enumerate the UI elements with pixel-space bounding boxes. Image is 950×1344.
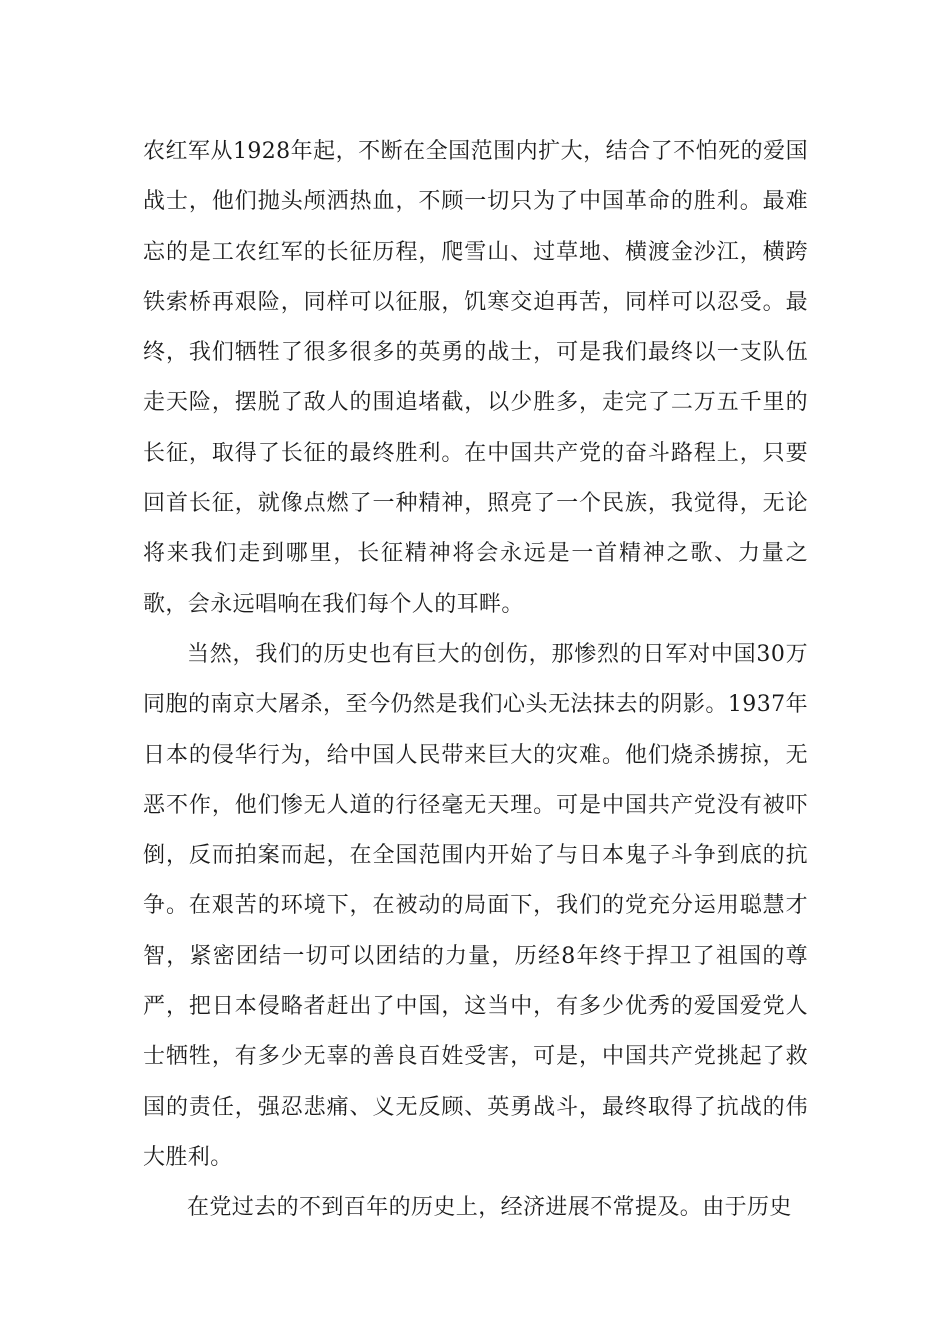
paragraph-2: 当然，我们的历史也有巨大的创伤，那惨烈的日军对中国30万同胞的南京大屠杀，至今仍然是我们心头无法抹去的阴影。1937年日本的侵华行为，给中国人民带来巨大的灾难。他们烧杀掳掠，无恶不作，他们惨无人道的行径毫无天理。可是中国共产党没有被吓倒，反而拍案而起，在全国范围内开始了与日本鬼子斗争到底的抗争。在艰苦的环境下，在被动的局面下，我们的党充分运用聪慧才智，紧密团结一切可以团结的力量，历经8年终于捍卫了祖国的尊严，把日本侵略者赶出了中国，这当中，有多少优秀的爱国爱党人士牺牲，有多少无辜的善良百姓受害，可是，中国共产党挑起了救国的责任，强忍悲痛、义无反顾、英勇战斗，最终取得了抗战的伟大胜利。 (143, 641, 808, 1170)
paragraph-1: 农红军从1928年起，不断在全国范围内扩大，结合了不怕死的爱国战士，他们抛头颅洒热血，不顾一切只为了中国革命的胜利。最难忘的是工农红军的长征历程，爬雪山、过草地、横渡金沙江，横跨铁索桥再艰险，同样可以征服，饥寒交迫再苦，同样可以忍受。最终，我们牺牲了很多很多的英勇的战士，可是我们最终以一支队伍走天险，摆脱了敌人的围追堵截，以少胜多，走完了二万五千里的长征，取得了长征的最终胜利。在中国共产党的奋斗路程上，只要回首长征，就像点燃了一种精神，照亮了一个民族，我觉得，无论将来我们走到哪里，长征精神将会永远是一首精神之歌、力量之歌，会永远唱响在我们每个人的耳畔。 (143, 139, 808, 617)
paragraph-3: 在党过去的不到百年的历史上，经济进展不常提及。由于历史 (187, 1195, 792, 1221)
document-body (143, 127, 808, 1234)
